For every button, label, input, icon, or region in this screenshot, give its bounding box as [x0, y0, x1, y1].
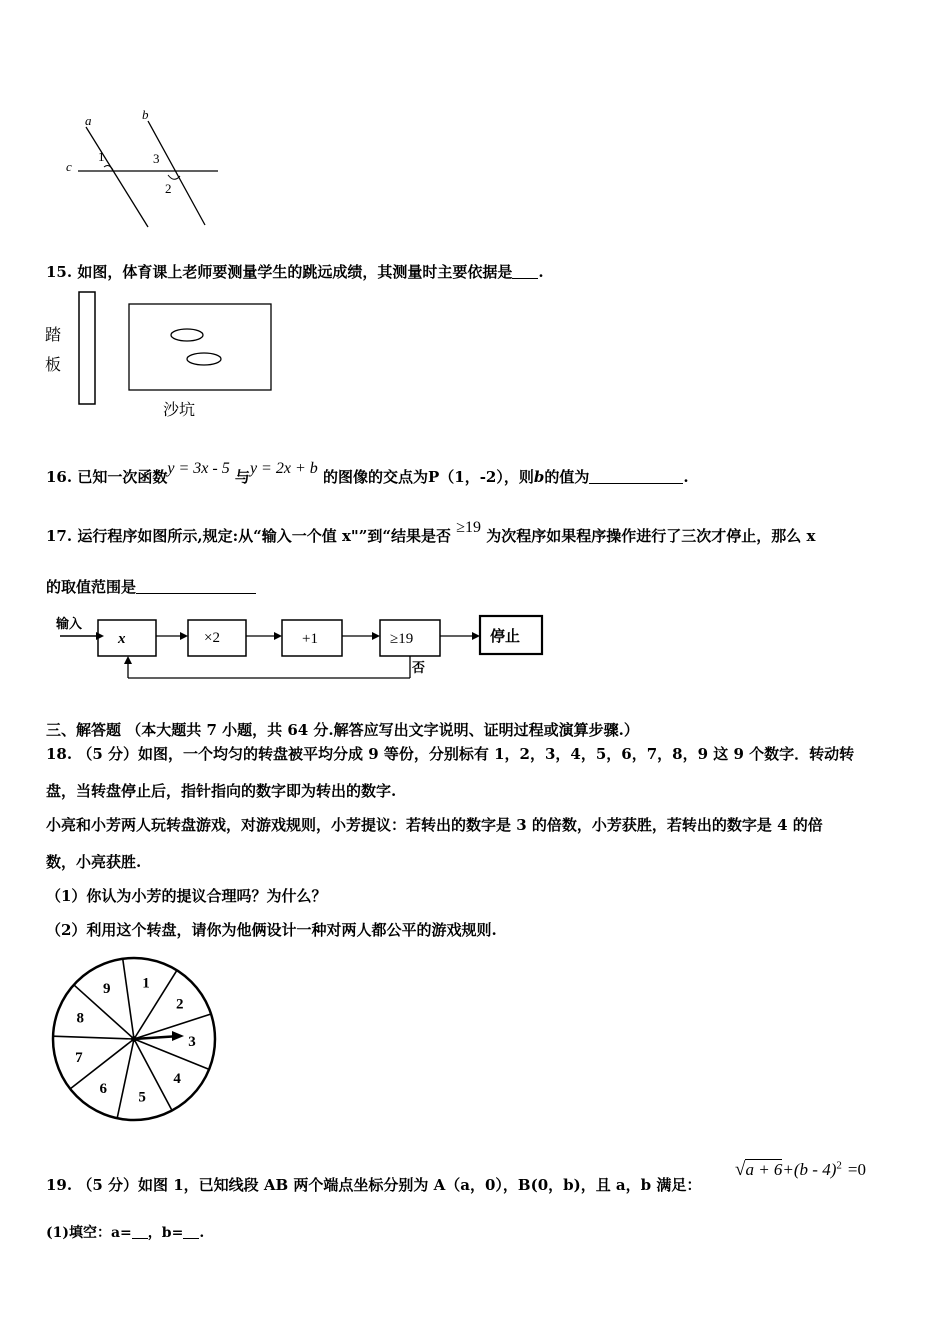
wheel-number-4: 4	[173, 1070, 181, 1087]
q17-answer-blank	[136, 579, 256, 594]
q19-text	[46, 1174, 701, 1195]
wheel-number-1: 1	[142, 975, 150, 992]
q16-function-1: y = 3x - 5	[167, 460, 230, 477]
q19-formula-square-base: +(b - 4)	[782, 1160, 837, 1179]
q18-sub1: （1）你认为小芳的提议合理吗？为什么？	[46, 887, 327, 905]
wheel-number-9: 9	[103, 980, 111, 997]
fig14-angle-2: 2	[165, 181, 172, 196]
q16-answer-blank	[589, 469, 683, 484]
fig15-long-jump	[40, 288, 280, 424]
wheel-number-8: 8	[76, 1010, 84, 1027]
q17-condition: ≥19	[456, 519, 481, 536]
q19-body: 19. （5 分）如图 1，已知线段 AB 两个端点坐标分别为 A（a，0），B(0，b)，且 a，b 满足：	[46, 1176, 702, 1194]
q15-body: 如图，体育课上老师要测量学生的跳远成绩，其测量时主要依据是	[77, 263, 513, 281]
q15-text	[46, 261, 544, 282]
q17-body-1: 运行程序如图所示,规定:从“输入一个值 x"”到“结果是否	[77, 527, 451, 545]
wheel-divider	[134, 970, 177, 1039]
q19-sub1	[46, 1222, 204, 1242]
q17-range-label: 的取值范围是	[46, 578, 137, 596]
q16-post: 的图像的交点为	[322, 468, 428, 486]
q16-end: .	[683, 468, 689, 486]
q17-line2	[46, 576, 256, 597]
fig14-angle-3: 3	[153, 151, 160, 166]
q19-formula-equals: =0	[847, 1160, 866, 1179]
q18-sub2: （2）利用这个转盘，请你为他俩设计一种对两人都公平的游戏规则.	[46, 921, 497, 939]
q18-line3: 小亮和小芳两人玩转盘游戏，对游戏规则，小芳提议：若转出的数字是 3 的倍数，小芳获胜，若转出的数字是 4 的倍	[46, 816, 823, 834]
q19-sub1-a-label: (1)填空：a=	[46, 1225, 132, 1241]
fig15-board-char-1: 踏	[45, 325, 62, 344]
wheel-divider	[134, 1039, 209, 1069]
q19-formula-exponent: 2	[836, 1159, 842, 1172]
q17-text	[46, 519, 816, 546]
q19-sub1-b-label: ，b=	[147, 1225, 184, 1241]
fig17-flowchart	[50, 608, 560, 688]
fig17-stop-label: 停止	[490, 627, 521, 645]
fig17-box-condition: ≥19	[390, 631, 414, 647]
q15-answer-blank	[512, 264, 538, 279]
fig17-box-times2: ×2	[204, 630, 220, 646]
q15-number: 15.	[46, 263, 73, 281]
fig18-spinner-wheel	[48, 953, 228, 1123]
q16-var: b	[533, 468, 545, 486]
fig14-parallel-lines	[60, 105, 230, 235]
wheel-number-7: 7	[75, 1049, 83, 1066]
q17-body-2: 为次程序如果程序操作进行了三次才停止，那么 x	[486, 527, 816, 545]
fig14-label-a: a	[85, 113, 92, 128]
q19-formula: √a + 6+(b - 4)$^2$ =0	[735, 1159, 866, 1180]
q16-number: 16.	[46, 468, 73, 486]
wheel-number-5: 5	[138, 1089, 146, 1106]
fig14-angle-1: 1	[98, 149, 105, 164]
section3-heading: 三、解答题 （本大题共 7 小题，共 64 分.解答应写出文字说明、证明过程或演算步骤.）	[46, 721, 639, 739]
wheel-number-3: 3	[188, 1034, 196, 1051]
q16-point: P（1，-2），则	[427, 468, 534, 486]
fig17-input-label: 输入	[56, 617, 83, 632]
wheel-divider	[123, 959, 134, 1039]
q17-number: 17.	[46, 527, 73, 545]
q16-function-2: y = 2x + b	[249, 460, 318, 477]
wheel-number-2: 2	[175, 996, 184, 1013]
fig17-no-label: 否	[412, 661, 426, 676]
fig15-pit-label: 沙坑	[163, 400, 196, 419]
fig17-box-plus1: +1	[302, 631, 318, 647]
q19-blank-a	[132, 1224, 148, 1239]
wheel-number-6: 6	[99, 1081, 108, 1098]
fig15-board-char-2: 板	[45, 355, 62, 374]
q19-sub1-end: .	[199, 1225, 205, 1241]
q18-line2: 盘，当转盘停止后，指针指向的数字即为转出的数字.	[46, 782, 397, 800]
q15-end: .	[538, 263, 544, 281]
fig14-label-c: c	[66, 159, 72, 174]
q16-tail: 的值为	[544, 468, 590, 486]
fig17-box-x: x	[118, 631, 126, 647]
q19-blank-b	[183, 1224, 199, 1239]
q16-pre: 已知一次函数	[77, 468, 168, 486]
q18-line1: 18. （5 分）如图，一个均匀的转盘被平均分成 9 等份，分别标有 1，2，3，4，5，6，7，8，9 这 9 个数字．转动转	[46, 745, 855, 763]
q16-text	[46, 460, 689, 487]
q18-line4: 数，小亮获胜.	[46, 853, 142, 871]
fig14-label-b: b	[142, 107, 149, 122]
q16-mid: 与	[234, 468, 250, 486]
q19-formula-radicand: a + 6	[745, 1160, 783, 1179]
wheel-divider	[53, 1036, 134, 1039]
